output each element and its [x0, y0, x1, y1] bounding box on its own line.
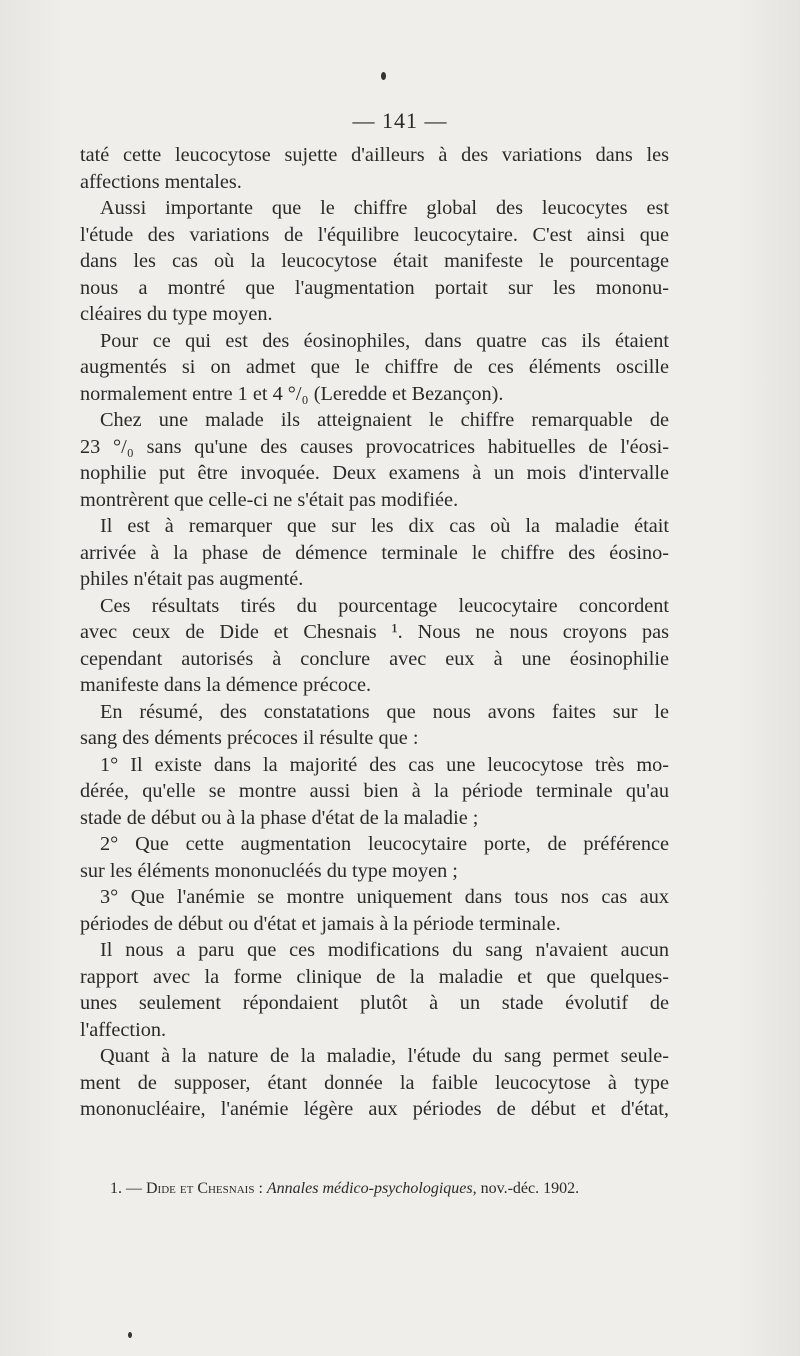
text-line: Il est à remarquer que sur les dix cas où la maladie était	[100, 515, 669, 537]
text-line: avec ceux de Dide et Chesnais ¹. Nous ne nous croyons pas	[80, 621, 669, 643]
ink-speck	[381, 72, 386, 80]
text-line: l'affection.	[80, 1018, 167, 1041]
body-text	[80, 142, 669, 1123]
text-line: taté cette leucocytose sujette d'ailleurs à des variations dans les	[80, 144, 669, 166]
text-line: dérée, qu'elle se montre aussi bien à la période terminale qu'au	[80, 780, 669, 802]
text-line: rapport avec la forme clinique de la maladie et que quelques-	[80, 965, 669, 988]
text-line: normalement entre 1 et 4 °/₀ (Leredde et Bezançon).	[80, 382, 504, 405]
text-line: sur les éléments mononucléés du type moyen ;	[80, 859, 458, 882]
text-line: nophilie put être invoquée. Deux examens à un mois d'intervalle	[80, 462, 669, 484]
text-line: Ces résultats tirés du pourcentage leucocytaire concordent	[100, 594, 669, 617]
text-line: Il nous a paru que ces modifications du sang n'avaient aucun	[100, 939, 669, 961]
text-line: Quant à la nature de la maladie, l'étude du sang permet seule-	[100, 1045, 669, 1067]
text-line: stade de début ou à la phase d'état de la maladie ;	[80, 806, 479, 829]
text-line: ment de supposer, étant donnée la faible leucocytose à type	[80, 1071, 669, 1094]
ink-speck	[128, 1332, 132, 1338]
text-line: montrèrent que celle-ci ne s'était pas modifiée.	[80, 488, 459, 511]
text-line: En résumé, des constatations que nous avons faites sur le	[100, 700, 669, 723]
text-line: sang des déments précoces il résulte que :	[80, 727, 419, 749]
text-line: 2° Que cette augmentation leucocytaire porte, de préférence	[100, 833, 669, 855]
text-line: 1° Il existe dans la majorité des cas une leucocytose très mo-	[100, 753, 669, 776]
text-line: périodes de début ou d'état et jamais à la période terminale.	[80, 912, 561, 935]
text-line: l'étude des variations de l'équilibre leucocytaire. C'est ainsi que	[80, 223, 669, 246]
text-line: affections mentales.	[80, 170, 242, 193]
footnote	[110, 1180, 670, 1198]
text-line: 23 °/₀ sans qu'une des causes provocatrices habituelles de l'éosi-	[80, 435, 669, 458]
footnote-date: nov.-déc. 1902.	[480, 1180, 580, 1197]
text-line: 3° Que l'anémie se montre uniquement dans tous nos cas aux	[100, 886, 669, 908]
footnote-journal: Annales médico-psychologiques,	[266, 1180, 477, 1197]
page-number: — 141 —	[352, 108, 448, 133]
text-line: manifeste dans la démence précoce.	[80, 674, 372, 696]
text-line: Pour ce qui est des éosinophiles, dans quatre cas ils étaient	[100, 329, 669, 352]
footnote-number: 1. —	[110, 1180, 142, 1197]
footnote-authors: Dide et Chesnais :	[146, 1180, 263, 1197]
text-line: mononucléaire, l'anémie légère aux périodes de début et d'état,	[80, 1098, 669, 1120]
text-line: philes n'était pas augmenté.	[80, 568, 304, 590]
text-line: cependant autorisés à conclure avec eux à une éosinophilie	[80, 647, 669, 670]
text-line: Aussi importante que le chiffre global des leucocytes est	[100, 197, 669, 219]
text-line: augmentés si on admet que le chiffre de ces éléments oscille	[80, 356, 669, 378]
text-line: arrivée à la phase de démence terminale le chiffre des éosino-	[80, 541, 669, 564]
text-line: Chez une malade ils atteignaient le chiffre remarquable de	[100, 409, 669, 431]
text-line: unes seulement répondaient plutôt à un stade évolutif de	[80, 992, 669, 1014]
text-line: nous a montré que l'augmentation portait sur les mononu-	[80, 276, 669, 299]
text-line: dans les cas où la leucocytose était manifeste le pourcentage	[80, 250, 669, 272]
text-line: cléaires du type moyen.	[80, 303, 273, 325]
